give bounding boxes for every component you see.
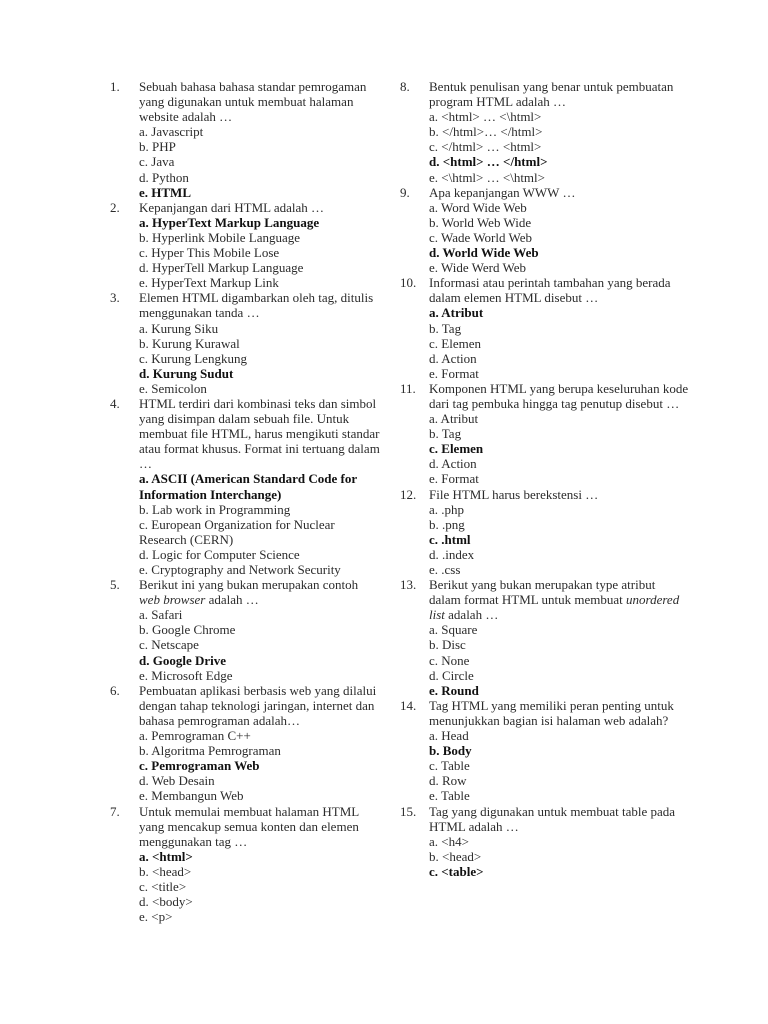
answer-option: e. <\html> … <\html> (429, 169, 545, 185)
answer-option: e. Wide Werd Web (429, 260, 527, 276)
question-15 (400, 804, 690, 879)
question-text: File HTML harus berekstensi … (429, 486, 599, 502)
answer-option: b. Algoritma Pemrograman (139, 743, 281, 759)
correct-answer-option: c. Elemen (429, 441, 484, 457)
question-number: 13. (400, 577, 417, 593)
question-7 (110, 804, 382, 925)
question-13 (400, 577, 690, 698)
answer-option: a. .php (429, 501, 465, 517)
question-14 (400, 698, 690, 804)
correct-answer-option: d. World Wide Web (429, 245, 539, 261)
question-text: Apa kepanjangan WWW … (429, 184, 576, 200)
question-body (429, 577, 690, 698)
question-text: Bentuk penulisan yang benar untuk pembuatan program HTML adalah … (429, 79, 674, 110)
correct-answer-option: d. Kurung Sudut (139, 365, 234, 381)
question-number: 10. (400, 275, 417, 291)
question-text: Tag yang digunakan untuk membuat table pada HTML adalah … (429, 803, 676, 834)
answer-option: c. Netscape (139, 637, 199, 653)
correct-answer-option: d. Google Drive (139, 652, 227, 668)
question-text: Berikut yang bukan merupakan type atribut dalam format HTML untuk membuat unordered list adalah … (429, 577, 680, 623)
question-body (429, 487, 690, 578)
answer-option: a. Word Wide Web (429, 199, 527, 215)
answer-option: d. Python (139, 169, 189, 185)
answer-option: a. Atribut (429, 411, 479, 427)
answer-option: e. Membangun Web (139, 788, 244, 804)
answer-option: a. Safari (139, 607, 183, 623)
answer-option: b. World Web Wide (429, 214, 532, 230)
answer-option: b. Google Chrome (139, 622, 236, 638)
answer-option: e. .css (429, 562, 461, 577)
question-9 (400, 185, 690, 276)
question-number: 5. (110, 577, 120, 593)
question-number: 2. (110, 199, 120, 215)
question-text: Informasi atau perintah tambahan yang berada dalam elemen HTML disebut … (429, 275, 671, 306)
question-body (429, 275, 690, 381)
question-text: HTML terdiri dari kombinasi teks dan simbol yang disimpan dalam sebuah file. Untuk membuat file HTML, harus mengikuti standar atau format khusus. Format ini tertuang dalam … (139, 395, 380, 472)
answer-option: b. Disc (429, 637, 466, 653)
answer-option: b. Tag (429, 320, 462, 336)
question-text: Elemen HTML digambarkan oleh tag, ditulis menggunakan tanda … (139, 290, 374, 321)
question-4 (110, 396, 382, 577)
answer-option: c. </html> … <html> (429, 139, 542, 155)
answer-option: b. .png (429, 516, 465, 532)
question-body (429, 381, 690, 487)
answer-option: c. Table (429, 758, 470, 774)
question-text: Sebuah bahasa bahasa standar pemrogaman yang digunakan untuk membuat halaman website adalah … (139, 79, 367, 125)
question-number: 12. (400, 486, 417, 502)
question-text: Komponen HTML yang berupa keseluruhan kode dari tag pembuka hingga tag penutup disebut … (429, 380, 689, 411)
correct-answer-option: d. <html> … </html> (429, 154, 548, 170)
answer-option: a. Kurung Siku (139, 320, 219, 336)
answer-option: b. Tag (429, 426, 462, 442)
answer-option: a. Head (429, 728, 469, 744)
question-3 (110, 290, 382, 396)
answer-option: e. Format (429, 471, 479, 487)
answer-option: d. Logic for Computer Science (139, 546, 300, 562)
question-text: Berikut ini yang bukan merupakan contoh web browser adalah … (139, 577, 359, 608)
answer-option: b. Kurung Kurawal (139, 335, 240, 351)
question-text: Tag HTML yang memiliki peran penting untuk menunjukkan bagian isi halaman web adalah? (429, 697, 674, 728)
answer-option: b. PHP (139, 139, 176, 155)
question-number: 8. (400, 79, 410, 94)
answer-option: e. Cryptography and Network Security (139, 562, 341, 577)
answer-option: b. <head> (139, 863, 192, 879)
answer-option: e. Microsoft Edge (139, 667, 233, 683)
correct-answer-option: c. Pemrograman Web (139, 758, 260, 774)
question-body (139, 290, 382, 396)
answer-option: d. <body> (139, 894, 193, 910)
answer-option: c. Java (139, 154, 175, 170)
answer-option: e. <p> (139, 909, 173, 925)
answer-option: d. Action (429, 456, 477, 472)
question-number: 9. (400, 184, 410, 200)
correct-answer-option: e. Round (429, 682, 479, 698)
question-body (139, 396, 382, 577)
answer-option: d. .index (429, 546, 475, 562)
question-text: Untuk memulai membuat halaman HTML yang mencakup semua konten dan elemen menggunakan tag … (139, 803, 359, 849)
question-body (139, 79, 382, 200)
answer-option: d. Action (429, 350, 477, 366)
question-5 (110, 577, 382, 683)
answer-option: d. Row (429, 773, 467, 789)
correct-answer-option: c. .html (429, 531, 471, 547)
question-body (429, 698, 690, 804)
correct-answer-option: a. Atribut (429, 305, 484, 321)
question-number: 6. (110, 682, 120, 698)
answer-option: c. Wade World Web (429, 229, 533, 245)
question-number: 4. (110, 395, 120, 411)
correct-answer-option: c. <table> (429, 863, 484, 879)
answer-option: a. Javascript (139, 124, 204, 140)
answer-option: c. None (429, 652, 470, 668)
correct-answer-option: a. ASCII (American Standard Code for Information Interchange) (139, 471, 357, 502)
correct-answer-option: a. HyperText Markup Language (139, 214, 320, 230)
answer-option: b. </html>… </html> (429, 124, 543, 140)
question-body (429, 804, 690, 879)
answer-option: e. Format (429, 365, 479, 381)
answer-option: e. Table (429, 788, 470, 804)
question-number: 14. (400, 697, 417, 713)
answer-option: c. Elemen (429, 335, 481, 351)
question-number: 7. (110, 803, 120, 819)
question-body (139, 683, 382, 804)
question-10 (400, 275, 690, 381)
question-12 (400, 487, 690, 578)
question-number: 1. (110, 79, 120, 94)
question-body (139, 200, 382, 291)
correct-answer-option: b. Body (429, 743, 472, 759)
answer-option: b. Hyperlink Mobile Language (139, 229, 301, 245)
answer-option: e. HyperText Markup Link (139, 275, 279, 291)
answer-option: b. Lab work in Programming (139, 501, 291, 517)
answer-option: d. Circle (429, 667, 474, 683)
question-text: Kepanjangan dari HTML adalah … (139, 199, 325, 215)
question-8 (400, 79, 690, 185)
question-number: 11. (400, 380, 416, 396)
left-column (110, 79, 382, 924)
answer-option: b. <head> (429, 848, 482, 864)
correct-answer-option: a. <html> (139, 848, 193, 864)
answer-option: d. Web Desain (139, 773, 215, 789)
question-body (429, 79, 690, 185)
answer-option: a. Pemrograman C++ (139, 728, 251, 744)
answer-option: c. European Organization for Nuclear Research (CERN) (139, 516, 335, 547)
question-1 (110, 79, 382, 200)
right-column (400, 79, 690, 879)
answer-option: d. HyperTell Markup Language (139, 260, 304, 276)
answer-option: a. <html> … <\html> (429, 109, 542, 125)
answer-option: e. Semicolon (139, 380, 207, 396)
answer-option: c. Hyper This Mobile Lose (139, 245, 280, 261)
question-11 (400, 381, 690, 487)
question-body (139, 804, 382, 925)
question-number: 3. (110, 290, 120, 306)
question-number: 15. (400, 803, 417, 819)
question-text: Pembuatan aplikasi berbasis web yang dilalui dengan tahap teknologi jaringan, internet dan bahasa pemrograman adalah… (139, 682, 377, 728)
question-body (139, 577, 382, 683)
answer-option: c. Kurung Lengkung (139, 350, 247, 366)
answer-option: c. <title> (139, 878, 187, 894)
question-2 (110, 200, 382, 291)
question-body (429, 185, 690, 276)
answer-option: a. <h4> (429, 833, 469, 849)
question-6 (110, 683, 382, 804)
correct-answer-option: e. HTML (139, 184, 191, 200)
answer-option: a. Square (429, 622, 478, 638)
